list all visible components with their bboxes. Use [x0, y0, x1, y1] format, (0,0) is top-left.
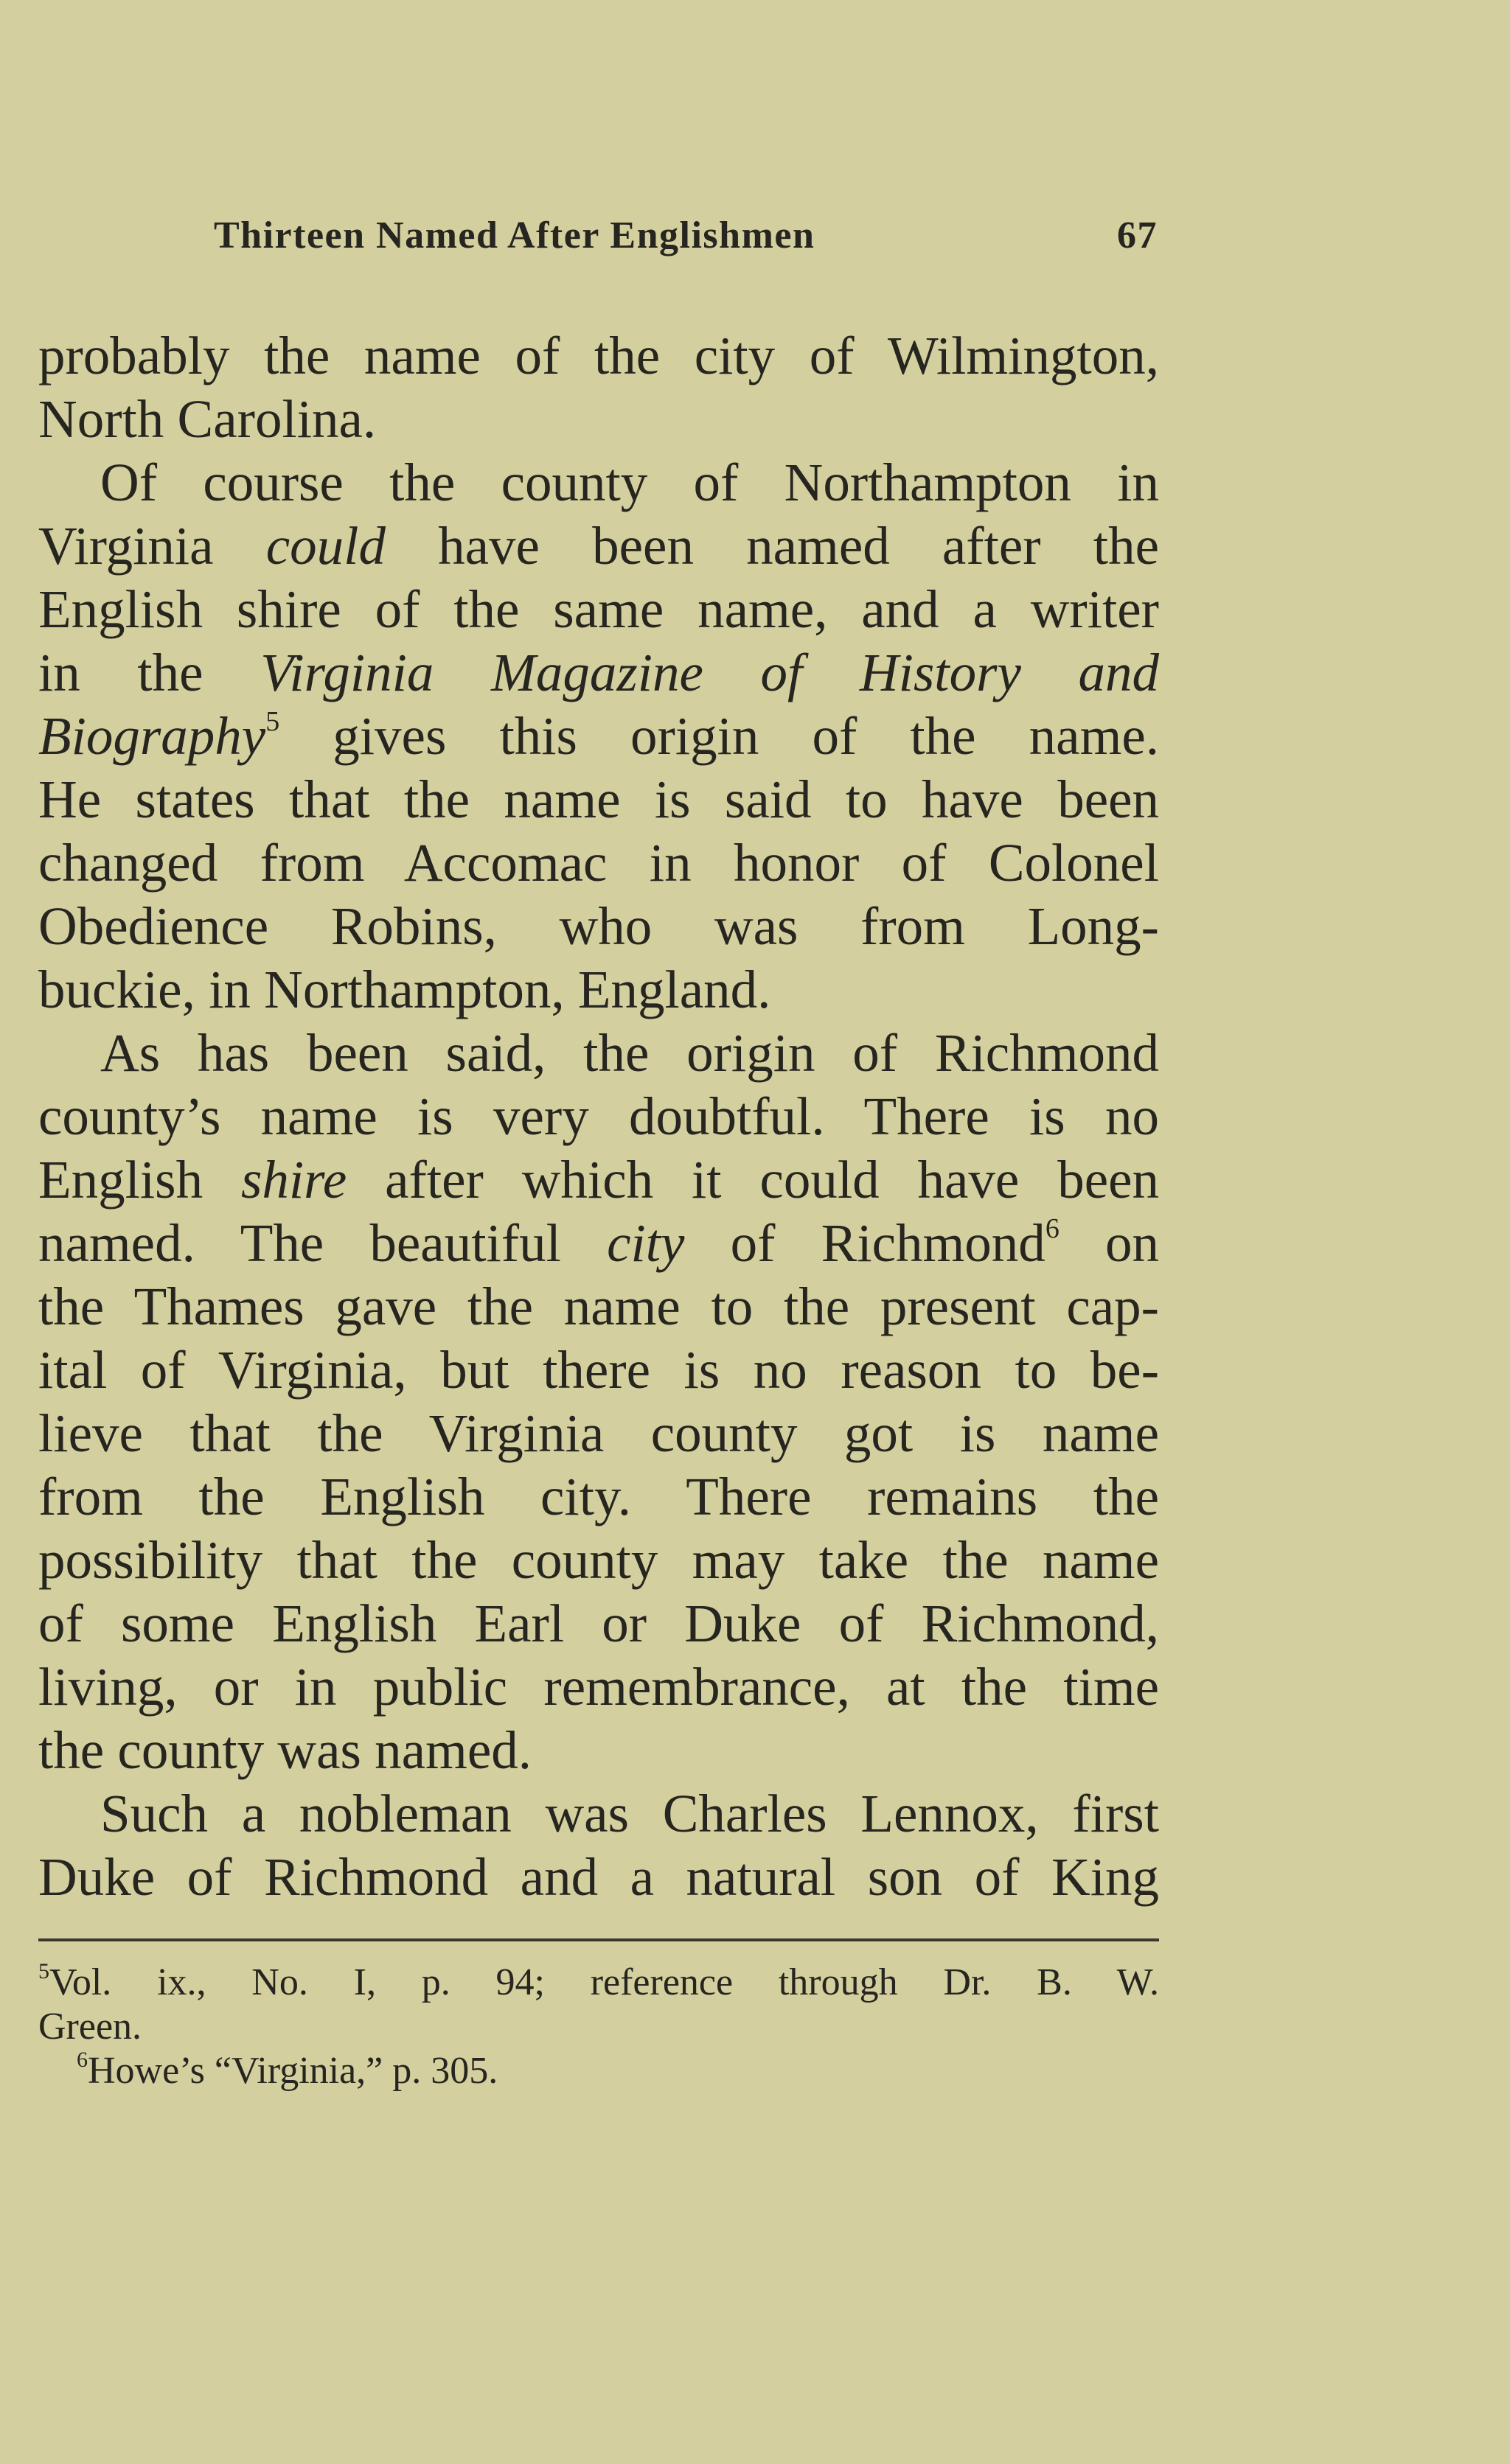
page-number: 67 [1117, 214, 1158, 256]
text-segment: have been named after the [385, 516, 1159, 576]
text-segment: ital of Virginia, but there is no reason to be- [38, 1340, 1159, 1400]
footnote-rule [38, 1938, 1159, 1941]
text-line [38, 388, 1159, 451]
italic-text: city [607, 1213, 685, 1273]
footnote-text: Green. [38, 2006, 142, 2048]
text-segment: English [38, 1150, 241, 1210]
text-segment: county’s name is very doubtful. There is no [38, 1086, 1159, 1146]
text-line [38, 451, 1159, 514]
footnote-text: Vol. ix., No. I, p. 94; reference through Dr. B. W. [49, 1961, 1159, 2003]
text-segment: gives this origin of the name. [279, 706, 1159, 766]
text-segment: probably the name of the city of Wilmington, [38, 326, 1159, 385]
text-line [38, 1022, 1159, 1085]
text-segment: of some English Earl or Duke of Richmond, [38, 1594, 1159, 1653]
text-segment: the county was named. [38, 1720, 532, 1780]
text-line [38, 514, 1159, 578]
text-segment: possibility that the county may take the name [38, 1530, 1159, 1590]
footnote-reference: 5 [265, 706, 280, 737]
text-line [38, 705, 1159, 768]
italic-text: could [265, 516, 386, 576]
text-segment: living, or in public remembrance, at the time [38, 1657, 1159, 1717]
italic-text: shire [240, 1150, 347, 1210]
text-segment: As has been said, the origin of Richmond [100, 1023, 1159, 1083]
text-line [38, 1655, 1159, 1719]
body-text [38, 324, 1159, 1909]
text-line [38, 958, 1159, 1022]
text-segment: buckie, in Northampton, England. [38, 960, 771, 1019]
text-line [38, 1148, 1159, 1212]
footnotes [38, 1961, 1159, 2093]
text-segment: Virginia [38, 516, 266, 576]
text-segment: English shire of the same name, and a writer [38, 579, 1159, 639]
text-segment: changed from Accomac in honor of Colonel [38, 833, 1159, 893]
text-segment: He states that the name is said to have been [38, 769, 1159, 829]
italic-text: Virginia Magazine of History and [260, 643, 1160, 702]
text-segment: North Carolina. [38, 389, 377, 449]
text-line [38, 831, 1159, 895]
text-line [38, 1212, 1159, 1275]
text-segment: from the English city. There remains the [38, 1467, 1159, 1526]
text-line [38, 1339, 1159, 1402]
footnote-5 [38, 1961, 1159, 2005]
footnote-reference: 6 [1045, 1213, 1060, 1244]
text-segment: after which it could have been [347, 1150, 1159, 1210]
text-line [38, 324, 1159, 388]
text-line [38, 1529, 1159, 1592]
text-segment: Obedience Robins, who was from Long- [38, 896, 1159, 956]
running-head-title: Thirteen Named After Englishmen [214, 214, 815, 256]
text-line [38, 895, 1159, 958]
footnote-5-continuation [38, 2005, 1159, 2049]
text-segment: in the [38, 643, 261, 702]
text-segment: on [1059, 1213, 1160, 1273]
text-segment: of Richmond [684, 1213, 1045, 1273]
italic-text: Biography [38, 706, 266, 766]
footnote-6 [38, 2049, 1159, 2093]
footnote-text: Howe’s “Virginia,” p. 305. [88, 2050, 498, 2092]
text-line [38, 641, 1159, 705]
text-line [38, 1402, 1159, 1465]
text-segment: lieve that the Virginia county got is name [38, 1403, 1159, 1463]
text-segment: Of course the county of Northampton in [100, 453, 1159, 512]
running-head [214, 214, 1158, 265]
text-line [38, 1085, 1159, 1148]
footnote-marker: 6 [77, 2048, 88, 2072]
text-segment: Such a nobleman was Charles Lennox, first [100, 1784, 1159, 1843]
text-segment: named. The beautiful [38, 1213, 608, 1273]
text-line [38, 1465, 1159, 1529]
text-line [38, 1275, 1159, 1339]
text-line [38, 1592, 1159, 1655]
text-segment: the Thames gave the name to the present cap- [38, 1277, 1159, 1336]
text-line [38, 1719, 1159, 1782]
text-line [38, 768, 1159, 831]
text-line [38, 1782, 1159, 1846]
footnote-marker: 5 [38, 1959, 49, 1983]
text-line [38, 578, 1159, 641]
text-line [38, 1846, 1159, 1909]
text-segment: Duke of Richmond and a natural son of King [38, 1847, 1159, 1907]
